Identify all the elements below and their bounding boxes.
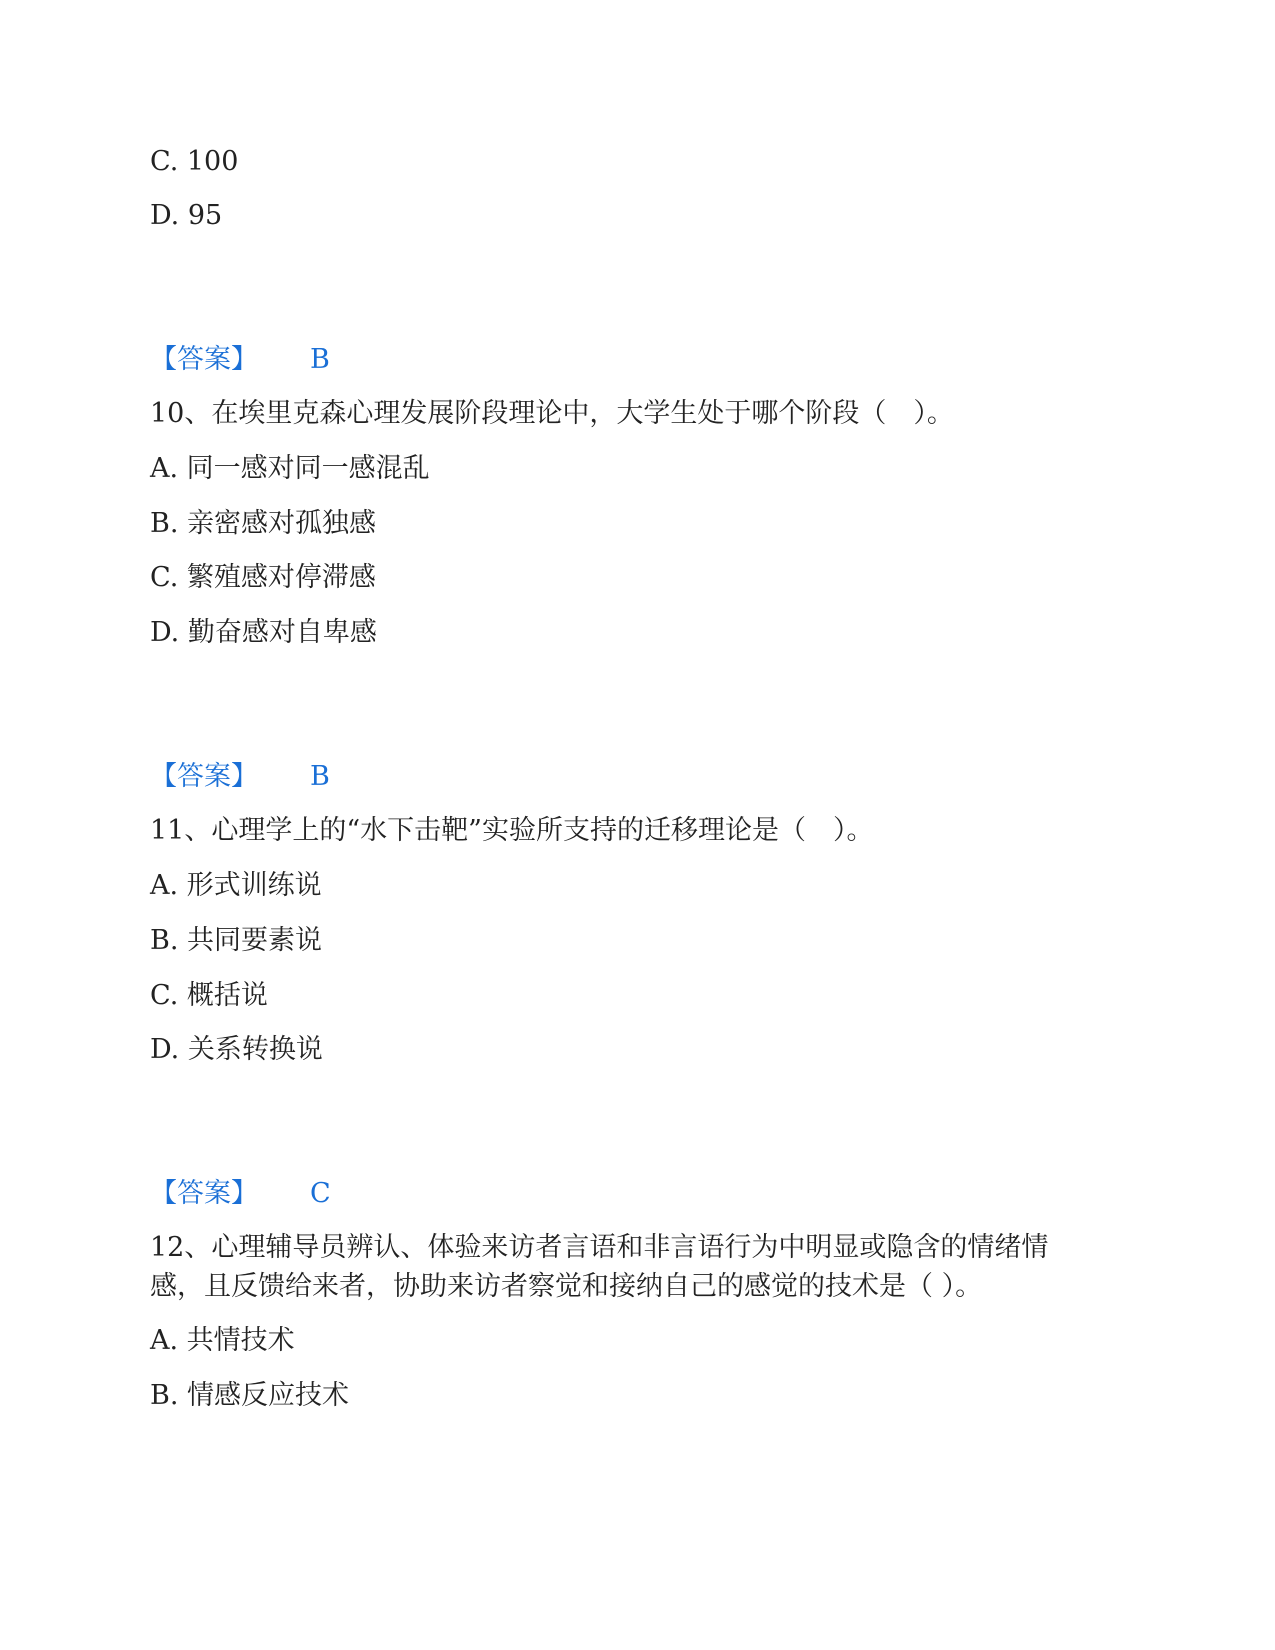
answer-value: C	[310, 1178, 331, 1209]
answer-label: 【答案】	[150, 761, 258, 792]
q12-question-line2: 感，且反馈给来者，协助来访者察觉和接纳自己的感觉的技术是（ ）。	[150, 1271, 983, 1302]
q10-option-b: B. 亲密感对孤独感	[150, 508, 377, 539]
q10-answer	[150, 757, 330, 797]
q11-option-c: C. 概括说	[150, 980, 268, 1011]
q11-question: 11、心理学上的“水下击靶”实验所支持的迁移理论是（ ）。	[150, 815, 874, 846]
q11-option-a: A. 形式训练说	[150, 870, 322, 901]
q10-option-d: D. 勤奋感对自卑感	[150, 617, 377, 648]
q11-option-d: D. 关系转换说	[150, 1034, 323, 1065]
q10-option-c: C. 繁殖感对停滞感	[150, 562, 376, 593]
q12-option-b: B. 情感反应技术	[150, 1380, 350, 1411]
q10-option-a: A. 同一感对同一感混乱	[150, 453, 430, 484]
q9-option-d: D. 95	[150, 200, 223, 231]
q11-option-b: B. 共同要素说	[150, 925, 323, 956]
answer-label: 【答案】	[150, 344, 258, 375]
q10-question: 10、在埃里克森心理发展阶段理论中，大学生处于哪个阶段（ ）。	[150, 398, 954, 429]
answer-value: B	[310, 344, 330, 375]
q11-answer	[150, 1174, 331, 1214]
answer-value: B	[310, 761, 330, 792]
q12-option-a: A. 共情技术	[150, 1325, 295, 1356]
q12-question-line1: 12、心理辅导员辨认、体验来访者言语和非言语行为中明显或隐含的情绪情	[150, 1232, 1049, 1263]
answer-label: 【答案】	[150, 1178, 258, 1209]
q9-option-c: C. 100	[150, 146, 239, 177]
q9-answer	[150, 340, 330, 380]
